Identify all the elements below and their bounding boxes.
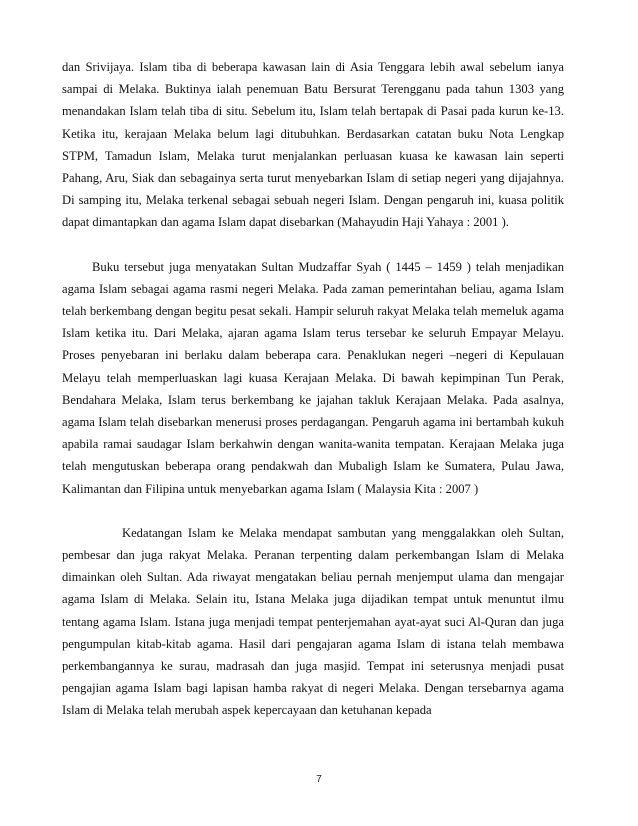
paragraph-3: Kedatangan Islam ke Melaka mendapat sambutan yang menggalakkan oleh Sultan, pembesar dan juga rakyat Melaka. Peranan terpenting dalam perkembangan Islam di Melaka dimainkan oleh Sultan. Ada riwayat mengatakan beliau pernah menjemput ulama dan mengajar agama Islam di Melaka. Selain itu, Istana Melaka juga dijadikan tempat untuk menuntut ilmu tentang agama Islam. Istana juga menjadi tempat penterjemahan ayat-ayat suci Al-Quran dan juga pengumpulan kitab-kitab agama. Hasil dari pengajaran agama Islam di istana telah membawa perkembangannya ke surau, madrasah dan juga masjid. Tempat ini seterusnya menjadi pusat pengajian agama Islam bagi lapisan hamba rakyat di negeri Melaka. Dengan tersebarnya agama Islam di Melaka telah merubah aspek kepercayaan dan ketuhanan kepada bbox=[62, 525, 564, 718]
page-number: 7 bbox=[316, 774, 322, 785]
paragraph-2: Buku tersebut juga menyatakan Sultan Mudzaffar Syah ( 1445 – 1459 ) telah menjadikan agama Islam sebagai agama rasmi negeri Melaka. Pada zaman pemerintahan beliau, agama Islam telah berkembang dengan begitu pesat sekali. Hampir seluruh rakyat Melaka telah memeluk agama Islam ketika itu. Dari Melaka, ajaran agama Islam terus tersebar ke seluruh Empayar Melayu. Proses penyebaran ini berlaku dalam beberapa cara. Penaklukan negeri –negeri di Kepulauan Melayu telah memperluaskan lagi kuasa Kerajaan Melaka. Di bawah kepimpinan Tun Perak, Bendahara Melaka, Islam terus berkembang ke jajahan takluk Kerajaan Melaka. Pada asalnya, agama Islam telah disebarkan menerusi proses perdagangan. Pengaruh agama ini bertambah kukuh apabila ramai saudagar Islam berkahwin dengan wanita-wanita tempatan. Kerajaan Melaka juga telah mengutuskan beberapa orang pendakwah dan Mubaligh Islam ke Sumatera, Pulau Jawa, Kalimantan dan Filipina untuk menyebarkan agama Islam ( Malaysia Kita : 2007 ) bbox=[62, 259, 564, 496]
document-page bbox=[62, 56, 564, 722]
paragraph-1: dan Srivijaya. Islam tiba di beberapa kawasan lain di Asia Tenggara lebih awal sebelum ianya sampai di Melaka. Buktinya ialah penemuan Batu Bersurat Terengganu pada tahun 1303 yang menandakan Islam telah tiba di situ. Sebelum itu, Islam telah bertapak di Pasai pada kurun ke-13. Ketika itu, kerajaan Melaka belum lagi ditubuhkan. Berdasarkan catatan buku Nota Lengkap STPM, Tamadun Islam, Melaka turut menjalankan perluasan kuasa ke kawasan lain seperti Pahang, Aru, Siak dan sebagainya serta turut menyebarkan Islam di setiap negeri yang dijajahnya. Di samping itu, Melaka terkenal sebagai sebuah negeri Islam. Dengan pengaruh ini, kuasa politik dapat dimantapkan dan agama Islam dapat disebarkan (Mahayudin Haji Yahaya : 2001 ). bbox=[62, 60, 564, 230]
